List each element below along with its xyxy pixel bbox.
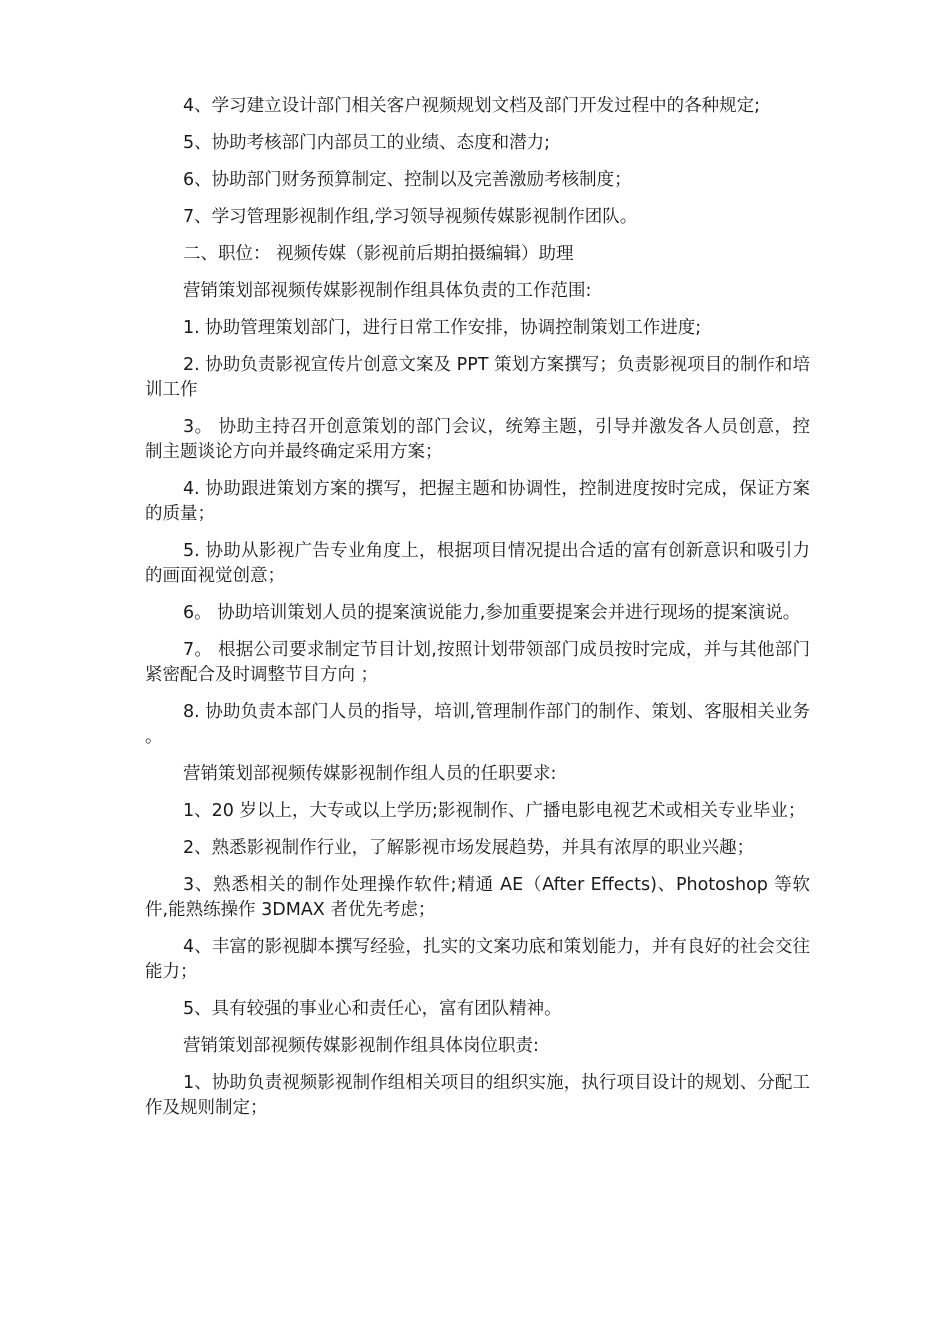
paragraph: 1、协助负责视频影视制作组相关项目的组织实施，执行项目设计的规划、分配工作及规则制定； xyxy=(145,1073,810,1118)
paragraph: 3、熟悉相关的制作处理操作软件;精通 AE（After Effects)、Photoshop 等软件,能熟练操作 3DMAX 者优先考虑； xyxy=(145,875,810,920)
paragraph: 8. 协助负责本部门人员的指导，培训,管理制作部门的制作、策划、客服相关业务 。 xyxy=(145,702,810,747)
paragraph: 5、协助考核部门内部员工的业绩、态度和潜力; xyxy=(183,133,551,153)
paragraph: 5. 协助从影视广告专业角度上，根据项目情况提出合适的富有创新意识和吸引力的画面视觉创意； xyxy=(145,541,810,586)
subsection-heading: 营销策划部视频传媒影视制作组人员的任职要求: xyxy=(183,764,557,784)
paragraph: 2、熟悉影视制作行业，了解影视市场发展趋势，并具有浓厚的职业兴趣； xyxy=(183,838,755,858)
document-body xyxy=(145,94,810,1133)
paragraph: 4. 协助跟进策划方案的撰写，把握主题和协调性，控制进度按时完成，保证方案的质量； xyxy=(145,479,810,524)
section-heading: 二、职位： 视频传媒（影视前后期拍摄编辑）助理 xyxy=(183,244,574,264)
paragraph: 7、学习管理影视制作组,学习领导视频传媒影视制作团队。 xyxy=(183,207,638,227)
subsection-heading: 营销策划部视频传媒影视制作组具体岗位职责: xyxy=(183,1036,539,1056)
paragraph: 6。 协助培训策划人员的提案演说能力,参加重要提案会并进行现场的提案演说。 xyxy=(183,603,801,623)
paragraph: 4、丰富的影视脚本撰写经验，扎实的文案功底和策划能力，并有良好的社会交往能力； xyxy=(145,937,810,982)
paragraph: 4、学习建立设计部门相关客户视频规划文档及部门开发过程中的各种规定; xyxy=(183,96,761,116)
paragraph: 6、协助部门财务预算制定、控制以及完善激励考核制度； xyxy=(183,170,632,190)
subsection-heading: 营销策划部视频传媒影视制作组具体负责的工作范围: xyxy=(183,281,592,301)
paragraph: 1. 协助管理策划部门，进行日常工作安排，协调控制策划工作进度; xyxy=(183,318,702,338)
paragraph: 3。 协助主持召开创意策划的部门会议，统筹主题，引导并激发各人员创意，控制主题谈论方向并最终确定采用方案； xyxy=(145,417,810,462)
paragraph: 1、20 岁以上，大专或以上学历;影视制作、广播电影电视艺术或相关专业毕业； xyxy=(183,801,806,821)
paragraph: 5、具有较强的事业心和责任心，富有团队精神。 xyxy=(183,999,562,1019)
paragraph: 7。 根据公司要求制定节目计划,按照计划带领部门成员按时完成，并与其他部门紧密配合及时调整节目方向 ； xyxy=(145,640,810,685)
paragraph: 2. 协助负责影视宣传片创意文案及 PPT 策划方案撰写；负责影视项目的制作和培训工作 xyxy=(145,355,810,400)
